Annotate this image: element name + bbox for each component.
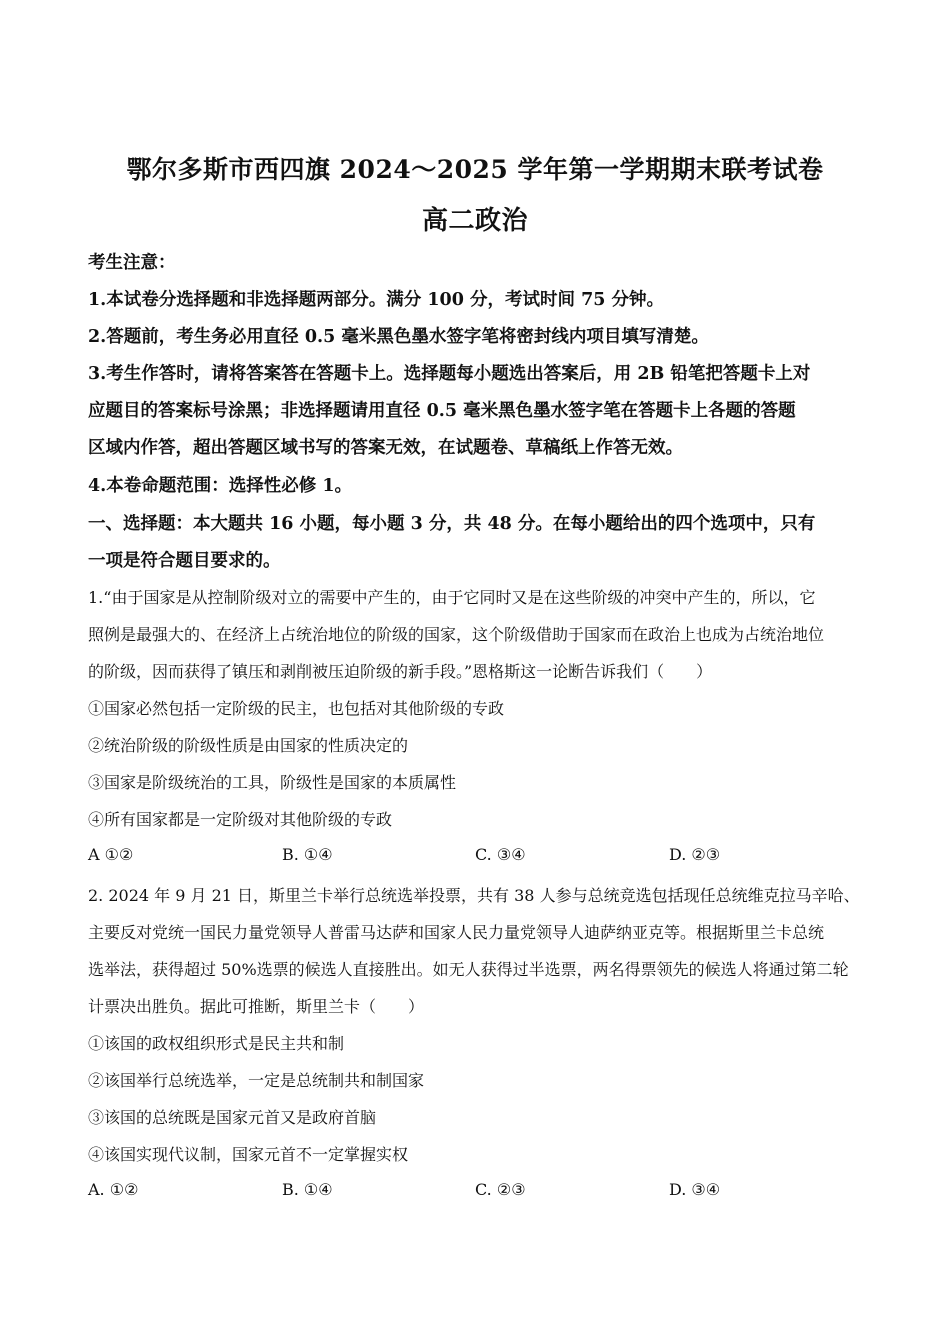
notice-line: 1.本试卷分选择题和非选择题两部分。满分 100 分，考试时间 75 分钟。 [88, 290, 665, 310]
question-1-option-b: B. ①④ [282, 845, 333, 864]
question-2-option-b: B. ①④ [282, 1180, 333, 1199]
notice-line: 2.答题前，考生务必用直径 0.5 毫米黑色墨水签字笔将密封线内项目填写清楚。 [88, 327, 709, 347]
question-1-item: ①国家必然包括一定阶级的民主，也包括对其他阶级的专政 [88, 699, 505, 718]
question-1-option-a: A ①② [88, 845, 134, 864]
exam-title: 鄂尔多斯市西四旗 2024～2025 学年第一学期期末联考试卷 [126, 155, 824, 184]
exam-subject: 高二政治 [421, 206, 528, 236]
question-2-stem: 计票决出胜负。据此可推断，斯里兰卡（ ） [88, 997, 425, 1016]
notice-line: 3.考生作答时，请将答案答在答题卡上。选择题每小题选出答案后，用 2B 铅笔把答题卡上对 [88, 364, 811, 384]
notice-line: 区域内作答，超出答题区域书写的答案无效，在试题卷、草稿纸上作答无效。 [88, 438, 683, 458]
question-2-option-d: D. ③④ [669, 1180, 721, 1199]
question-1-item: ③国家是阶级统治的工具，阶级性是国家的本质属性 [88, 773, 457, 792]
question-2-item: ②该国举行总统选举，一定是总统制共和制国家 [88, 1071, 425, 1090]
notice-line: 应题目的答案标号涂黑；非选择题请用直径 0.5 毫米黑色墨水签字笔在答题卡上各题的答题 [88, 401, 796, 421]
question-2-item: ③该国的总统既是国家元首又是政府首脑 [88, 1108, 377, 1127]
section-heading-cont: 一项是符合题目要求的。 [88, 551, 281, 571]
question-2-stem: 选举法，获得超过 50%选票的候选人直接胜出。如无人获得过半选票，两名得票领先的候选人将通过第二轮 [88, 960, 849, 979]
section-heading: 一、选择题：本大题共 16 小题，每小题 3 分，共 48 分。在每小题给出的四个选项中，只有 [88, 514, 816, 534]
question-2-option-a: A. ①② [88, 1180, 139, 1199]
question-1-option-d: D. ②③ [669, 845, 721, 864]
question-1-option-c: C. ③④ [475, 845, 526, 864]
question-1-item: ④所有国家都是一定阶级对其他阶级的专政 [88, 810, 393, 829]
question-2-item: ④该国实现代议制，国家元首不一定掌握实权 [88, 1145, 409, 1164]
question-2-option-c: C. ②③ [475, 1180, 526, 1199]
question-2-item: ①该国的政权组织形式是民主共和制 [88, 1034, 345, 1053]
question-1-item: ②统治阶级的阶级性质是由国家的性质决定的 [88, 736, 409, 755]
notice-heading: 考生注意： [88, 253, 176, 273]
question-1-stem: 照例是最强大的、在经济上占统治地位的阶级的国家，这个阶级借助于国家而在政治上也成为占统治地位 [88, 625, 825, 644]
question-2-stem: 2. 2024 年 9 月 21 日，斯里兰卡举行总统选举投票，共有 38 人参与总统竞选包括现任总统维克拉马辛哈、 [88, 886, 860, 905]
question-2-stem: 主要反对党统一国民力量党领导人普雷马达萨和国家人民力量党领导人迪萨纳亚克等。根据斯里兰卡总统 [88, 923, 825, 942]
notice-line: 4.本卷命题范围：选择性必修 1。 [88, 476, 353, 496]
question-1-stem: 1.“由于国家是从控制阶级对立的需要中产生的，由于它同时又是在这些阶级的冲突中产生的，所以，它 [88, 588, 816, 607]
question-1-stem: 的阶级，因而获得了镇压和剥削被压迫阶级的新手段。”恩格斯这一论断告诉我们（ ） [88, 662, 713, 681]
